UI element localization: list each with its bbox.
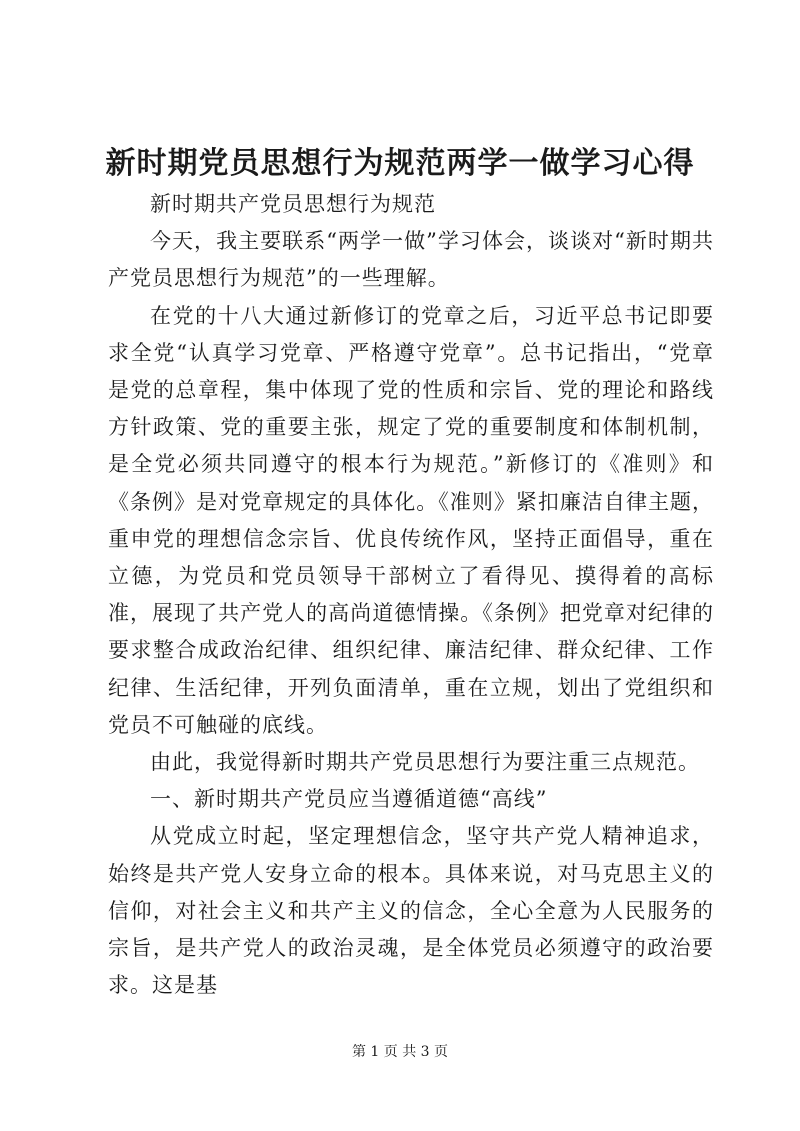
paragraph-intro: 今天，我主要联系“两学一做”学习体会，谈谈对“新时期共产党员思想行为规范”的一些理解。	[108, 229, 714, 291]
paragraph-subtitle: 新时期共产党员思想行为规范	[150, 192, 436, 216]
document-title: 新时期党员思想行为规范两学一做学习心得	[105, 146, 695, 181]
section-heading-1: 一、新时期共产党员应当遵循道德“高线”	[150, 787, 548, 812]
paragraph-three-norms: 由此，我觉得新时期共产党员思想行为要注重三点规范。	[150, 750, 700, 775]
document-body	[108, 186, 714, 1004]
paragraph-section-1: 从党成立时起，坚定理想信念，坚守共产党人精神追求，始终是共产党人安身立命的根本。具体来说，对马克思主义的信仰，对社会主义和共产主义的信念，全心全意为人民服务的宗旨，是共产党人的政治灵魂，是全体党员必须遵守的政治要求。这是基	[108, 824, 714, 998]
paragraph-party-constitution: 在党的十八大通过新修订的党章之后，习近平总书记即要求全党“认真学习党章、严格遵守党章”。总书记指出，“党章是党的总章程，集中体现了党的性质和宗旨、党的理论和路线方针政策、党的重要主张，规定了党的重要制度和体制机制，是全党必须共同遵守的根本行为规范。”新修订的《准则》和《条例》是对党章规定的具体化。《准则》紧扣廉洁自律主题，重申党的理想信念宗旨、优良传统作风，坚持正面倡导，重在立德，为党员和党员领导干部树立了看得见、摸得着的高标准，展现了共产党人的高尚道德情操。《条例》把党章对纪律的要求整合成政治纪律、组织纪律、廉洁纪律、群众纪律、工作纪律、生活纪律，开列负面清单，重在立规，划出了党组织和党员不可触碰的底线。	[108, 303, 714, 737]
page-footer: 第 1 页 共 3 页	[351, 1044, 449, 1060]
